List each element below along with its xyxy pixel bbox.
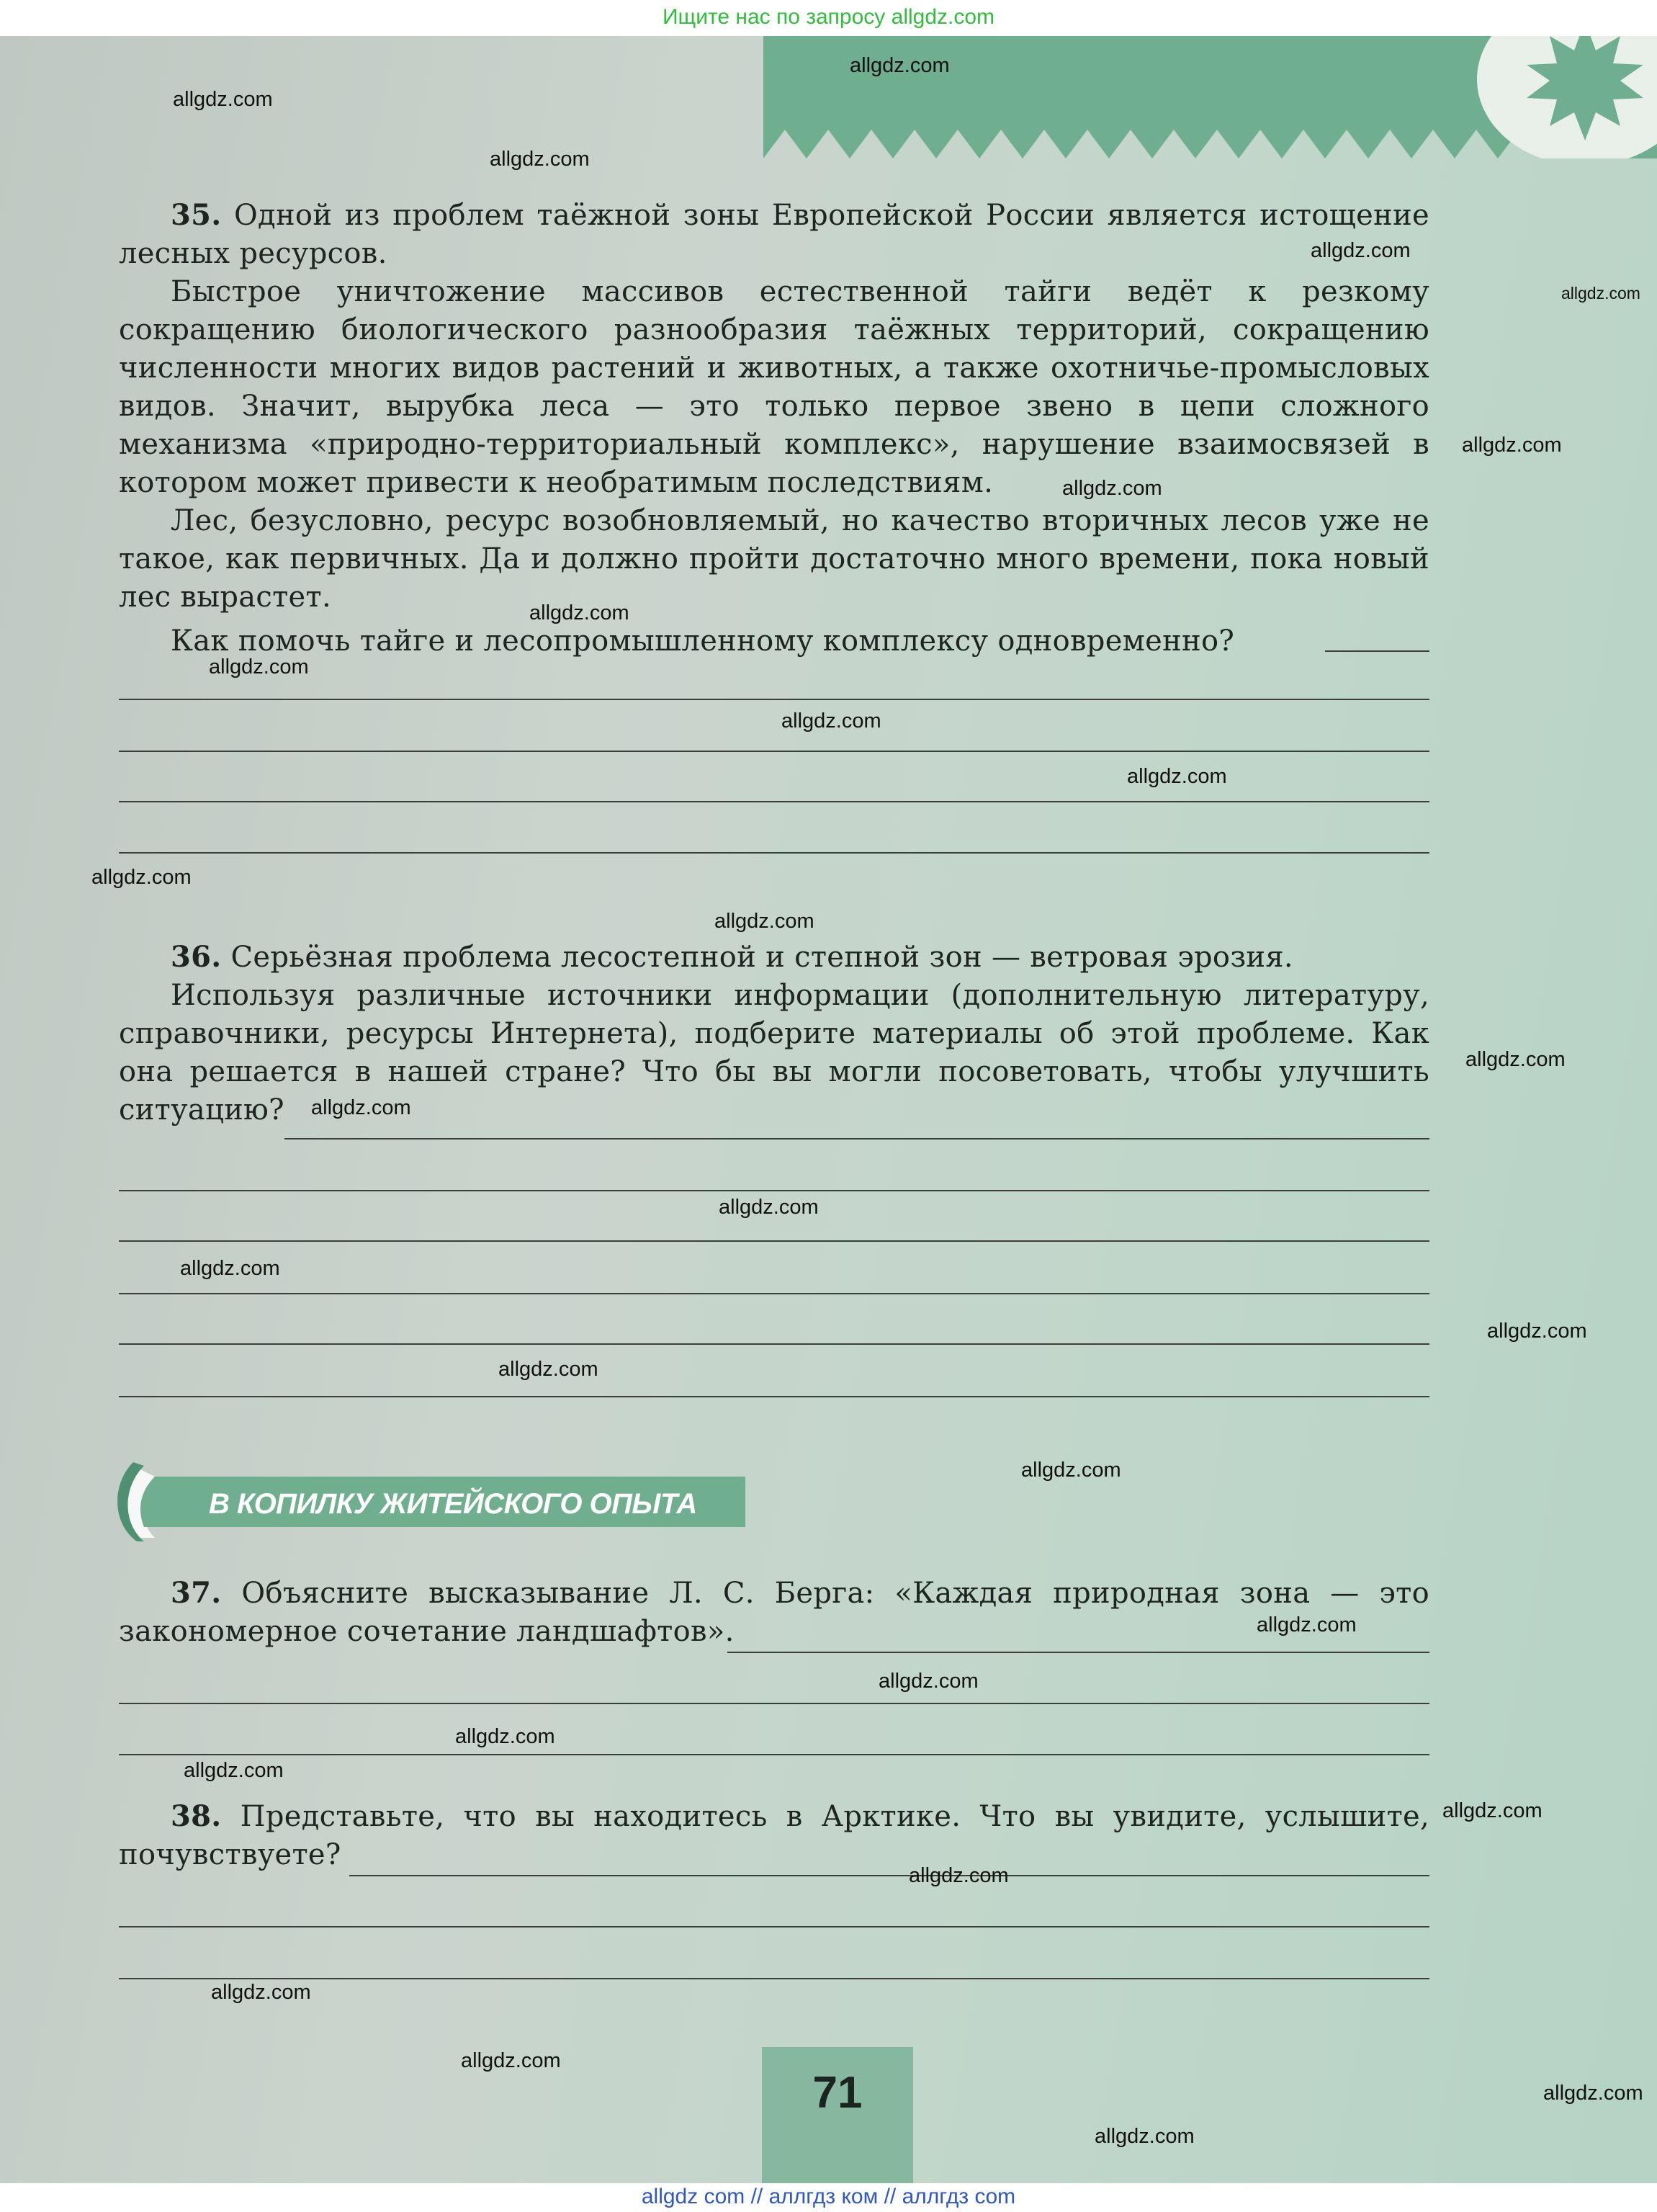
answer-line[interactable] (119, 1293, 1429, 1294)
watermark: allgdz.com (455, 1725, 555, 1748)
watermark: allgdz.com (490, 148, 590, 171)
task-37-text (119, 1574, 1429, 1651)
watermark: allgdz.com (1062, 477, 1162, 500)
task-35-paragraph-1: Быстрое уничтожение массивов естественной тайги ведёт к резкому сокращению биологического разнообразия таёжных территорий, сокращению численности многих видов растений и животных, а также охотничье-промысловых видов. Значит, вырубка леса — это только первое звено в цепи сложного механизма «природно-территориальный комплекс», нарушение взаимосвязей в котором может привести к необратимым последствиям. (119, 275, 1429, 499)
answer-line[interactable] (119, 699, 1429, 700)
answer-line[interactable] (119, 1754, 1429, 1755)
answer-line[interactable] (119, 1978, 1429, 1979)
task-35-paragraph-2: Лес, безусловно, ресурс возобновляемый, но качество вторичных лесов уже не такое, как первичных. Да и должно пройти достаточно много времени, пока новый лес вырастет. (119, 504, 1429, 614)
watermark: allgdz.com (1257, 1613, 1357, 1636)
textbook-page (0, 36, 1657, 2183)
answer-line[interactable] (119, 1396, 1429, 1397)
task-36-intro-text: Серьёзная проблема лесостепной и степной зон — ветровая эрозия. (230, 941, 1293, 974)
task-35-intro-text: Одной из проблем таёжной зоны Европейской России является истощение лесных ресурсов. (119, 199, 1429, 270)
search-prompt-link[interactable]: Ищите нас по запросу allgdz.com (0, 0, 1657, 36)
watermark: allgdz.com (879, 1670, 979, 1693)
task-number: 38. (171, 1799, 222, 1833)
footer-links[interactable]: allgdz com // аллгдз ком // аллгдз com (0, 2183, 1657, 2212)
watermark: allgdz.com (1095, 2125, 1195, 2148)
watermark: allgdz.com (311, 1096, 411, 1119)
watermark: allgdz.com (850, 54, 950, 77)
answer-line[interactable] (727, 1652, 1429, 1653)
task-38-body: Представьте, что вы находитесь в Арктике. Что вы увидите, услышите, почувствуете? (119, 1800, 1429, 1871)
watermark: allgdz.com (1487, 1320, 1587, 1343)
watermark: allgdz.com (180, 1257, 280, 1280)
watermark: allgdz.com (781, 709, 881, 733)
answer-line[interactable] (284, 1138, 1429, 1139)
task-38-text (119, 1797, 1429, 1874)
watermark: allgdz.com (184, 1759, 284, 1782)
watermark: allgdz.com (1561, 284, 1640, 303)
answer-line[interactable] (119, 1703, 1429, 1704)
watermark: allgdz.com (1021, 1459, 1121, 1482)
task-35 (119, 196, 1429, 661)
watermark: allgdz.com (1543, 2082, 1643, 2105)
watermark: allgdz.com (529, 601, 629, 624)
task-number: 37. (171, 1576, 222, 1610)
answer-line[interactable] (119, 801, 1429, 802)
answer-line[interactable] (349, 1875, 1429, 1876)
answer-line[interactable] (119, 1190, 1429, 1191)
answer-line[interactable] (119, 1343, 1429, 1345)
task-36-intro (119, 938, 1429, 977)
watermark: allgdz.com (1465, 1048, 1566, 1071)
watermark: allgdz.com (461, 2049, 561, 2072)
watermark: allgdz.com (211, 1981, 311, 2004)
watermark: allgdz.com (209, 655, 309, 679)
section-title: В КОПИЛКУ ЖИТЕЙСКОГО ОПЫТА (209, 1488, 697, 1520)
watermark: allgdz.com (498, 1358, 598, 1381)
watermark: allgdz.com (1442, 1799, 1543, 1822)
watermark: allgdz.com (1311, 239, 1411, 262)
watermark: allgdz.com (714, 910, 814, 933)
task-37 (119, 1574, 1429, 1651)
task-36-paragraph-1: Используя различные источники информации (дополнительную литературу, справочники, ресурсы Интернета), подберите материалы об этой проблеме. Как она решается в нашей стране? Что бы вы могли посоветовать, чтобы улучшить ситуацию? (119, 979, 1429, 1127)
watermark: allgdz.com (1462, 434, 1562, 457)
task-number: 35. (171, 198, 222, 232)
answer-line[interactable] (119, 852, 1429, 854)
watermark: allgdz.com (1127, 765, 1227, 788)
answer-line[interactable] (1325, 650, 1429, 652)
task-38 (119, 1797, 1429, 1874)
watermark: allgdz.com (91, 866, 192, 889)
watermark: allgdz.com (173, 88, 273, 111)
answer-line[interactable] (119, 1240, 1429, 1242)
task-35-question: Как помочь тайге и лесопромышленному комплексу одновременно? (171, 624, 1235, 658)
task-number: 36. (171, 940, 222, 974)
watermark: allgdz.com (719, 1196, 819, 1219)
task-37-body: Объясните высказывание Л. С. Берга: «Каждая природная зона — это закономерное сочетание ландшафтов». (119, 1577, 1429, 1648)
answer-line[interactable] (119, 1926, 1429, 1927)
task-35-intro (119, 196, 1429, 273)
watermark: allgdz.com (909, 1864, 1009, 1887)
answer-line[interactable] (119, 751, 1429, 752)
page-number: 71 (812, 2068, 863, 2118)
